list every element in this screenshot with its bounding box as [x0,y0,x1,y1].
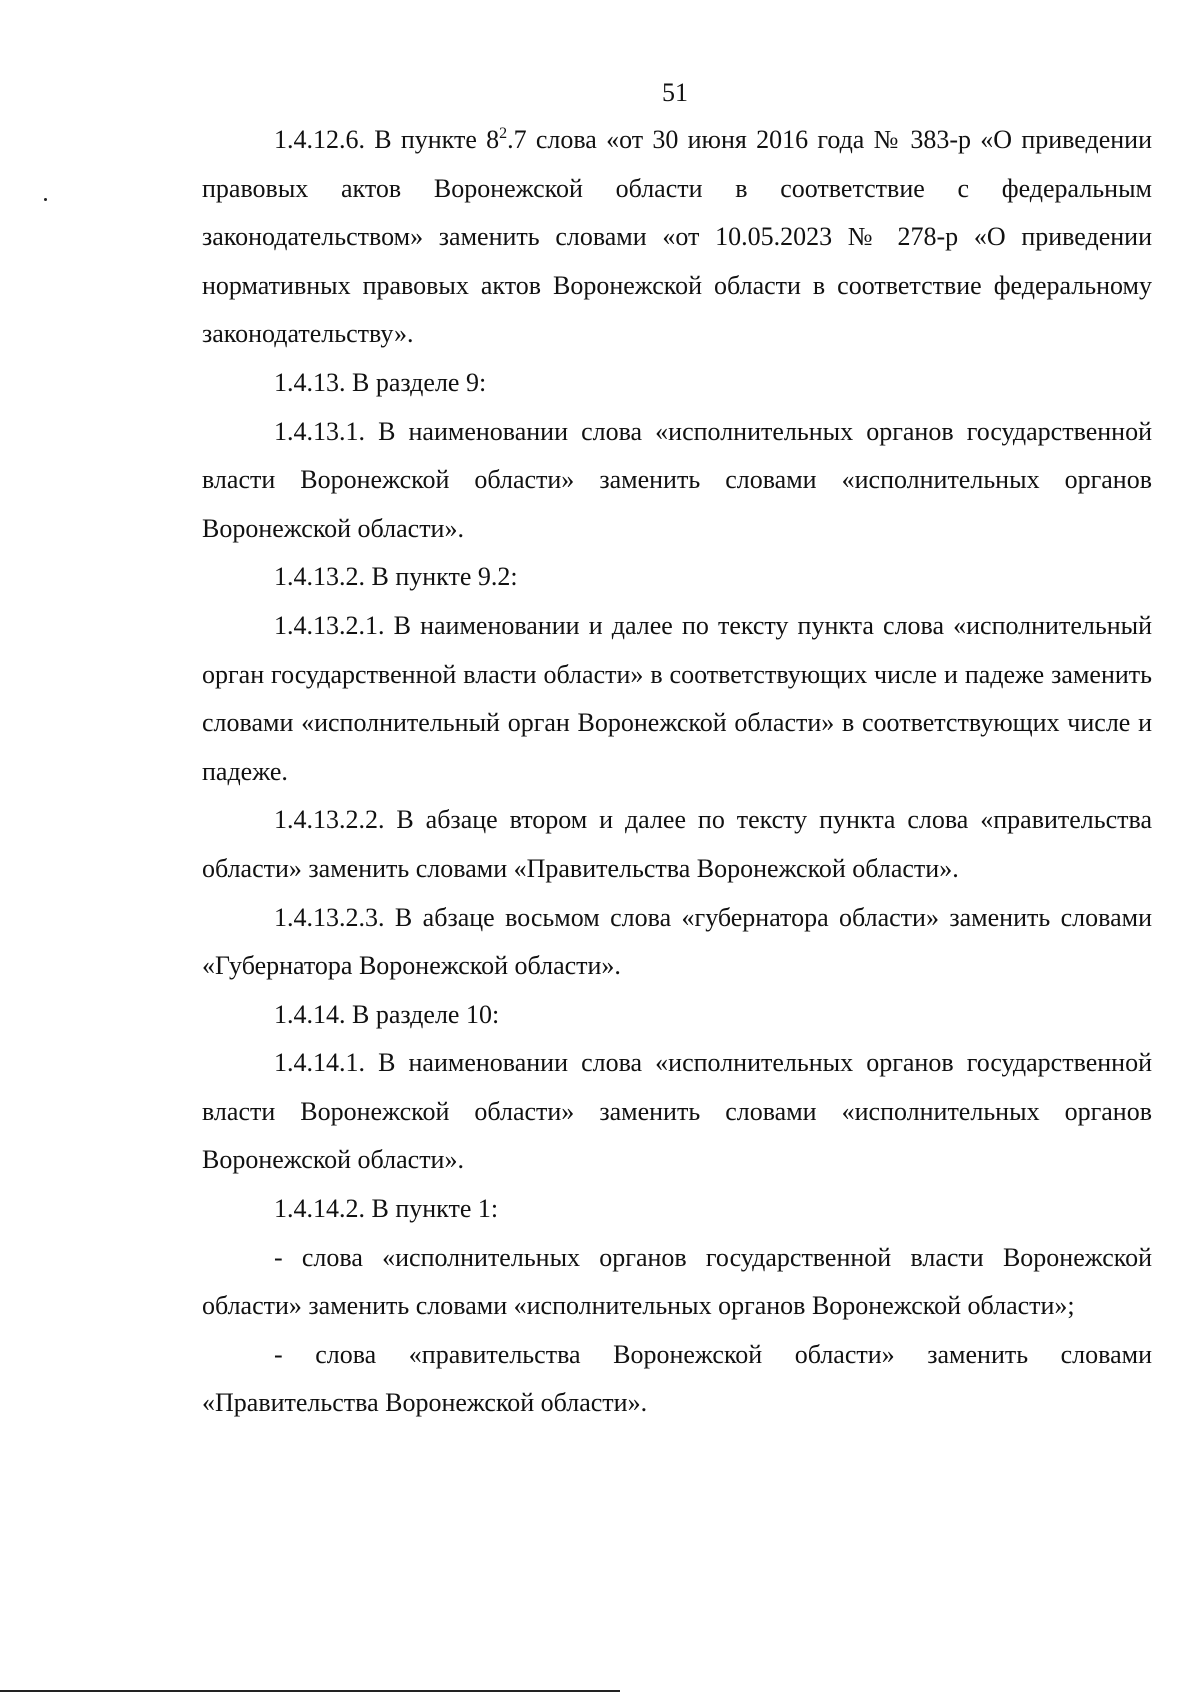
paragraph-text: .7 слова «от 30 июня 2016 года № 383-р «О приведении правовых актов Воронежской области в соответствие с федеральным законодательством» заменить словами «от 10.05.2023 № 278-р «О приведении нормативных правовых актов Воронежской области в соответствие федеральному законодательству». [202,125,1152,349]
paragraph-1-4-14: 1.4.14. В разделе 10: [274,999,500,1029]
paragraph-1-4-13-2-2: 1.4.13.2.2. В абзаце втором и далее по тексту пункта слова «правительства области» заменить словами «Правительства Воронежской области». [202,805,1152,883]
superscript: 2 [499,125,508,142]
paragraph-1-4-12-6 [202,116,1152,359]
paragraph-text: 1.4.12.6. В пункте 8 [274,125,500,154]
paragraph-1-4-14-1: 1.4.14.1. В наименовании слова «исполнительных органов государственной власти Воронежской области» заменить словами «исполнительных органов Воронежской области». [202,1048,1152,1175]
paragraph-1-4-13-2-1: 1.4.13.2.1. В наименовании и далее по тексту пункта слова «исполнительный орган государственной власти области» в соответствующих числе и падеже заменить словами «исполнительный орган Воронежской области» в соответствующих числе и падеже. [202,610,1152,786]
list-item-2: - слова «правительства Воронежской области» заменить словами «Правительства Воронежской области». [202,1339,1152,1418]
paragraph-1-4-13-1: 1.4.13.1. В наименовании слова «исполнительных органов государственной власти Воронежской области» заменить словами «исполнительных органов Воронежской области». [202,416,1152,543]
document-body [202,116,1152,1428]
bottom-rule [0,1690,620,1692]
paragraph-1-4-13-2-3: 1.4.13.2.3. В абзаце восьмом слова «губернатора области» заменить словами «Губернатора Воронежской области». [202,902,1152,981]
list-item-1: - слова «исполнительных органов государственной власти Воронежской области» заменить словами «исполнительных органов Воронежской области»; [202,1242,1152,1321]
paragraph-1-4-14-2: 1.4.14.2. В пункте 1: [274,1194,499,1224]
scan-artifact-dot [44,198,47,201]
page-number: 51 [662,78,688,107]
paragraph-1-4-13: 1.4.13. В разделе 9: [274,367,487,397]
paragraph-1-4-13-2: 1.4.13.2. В пункте 9.2: [274,562,518,592]
